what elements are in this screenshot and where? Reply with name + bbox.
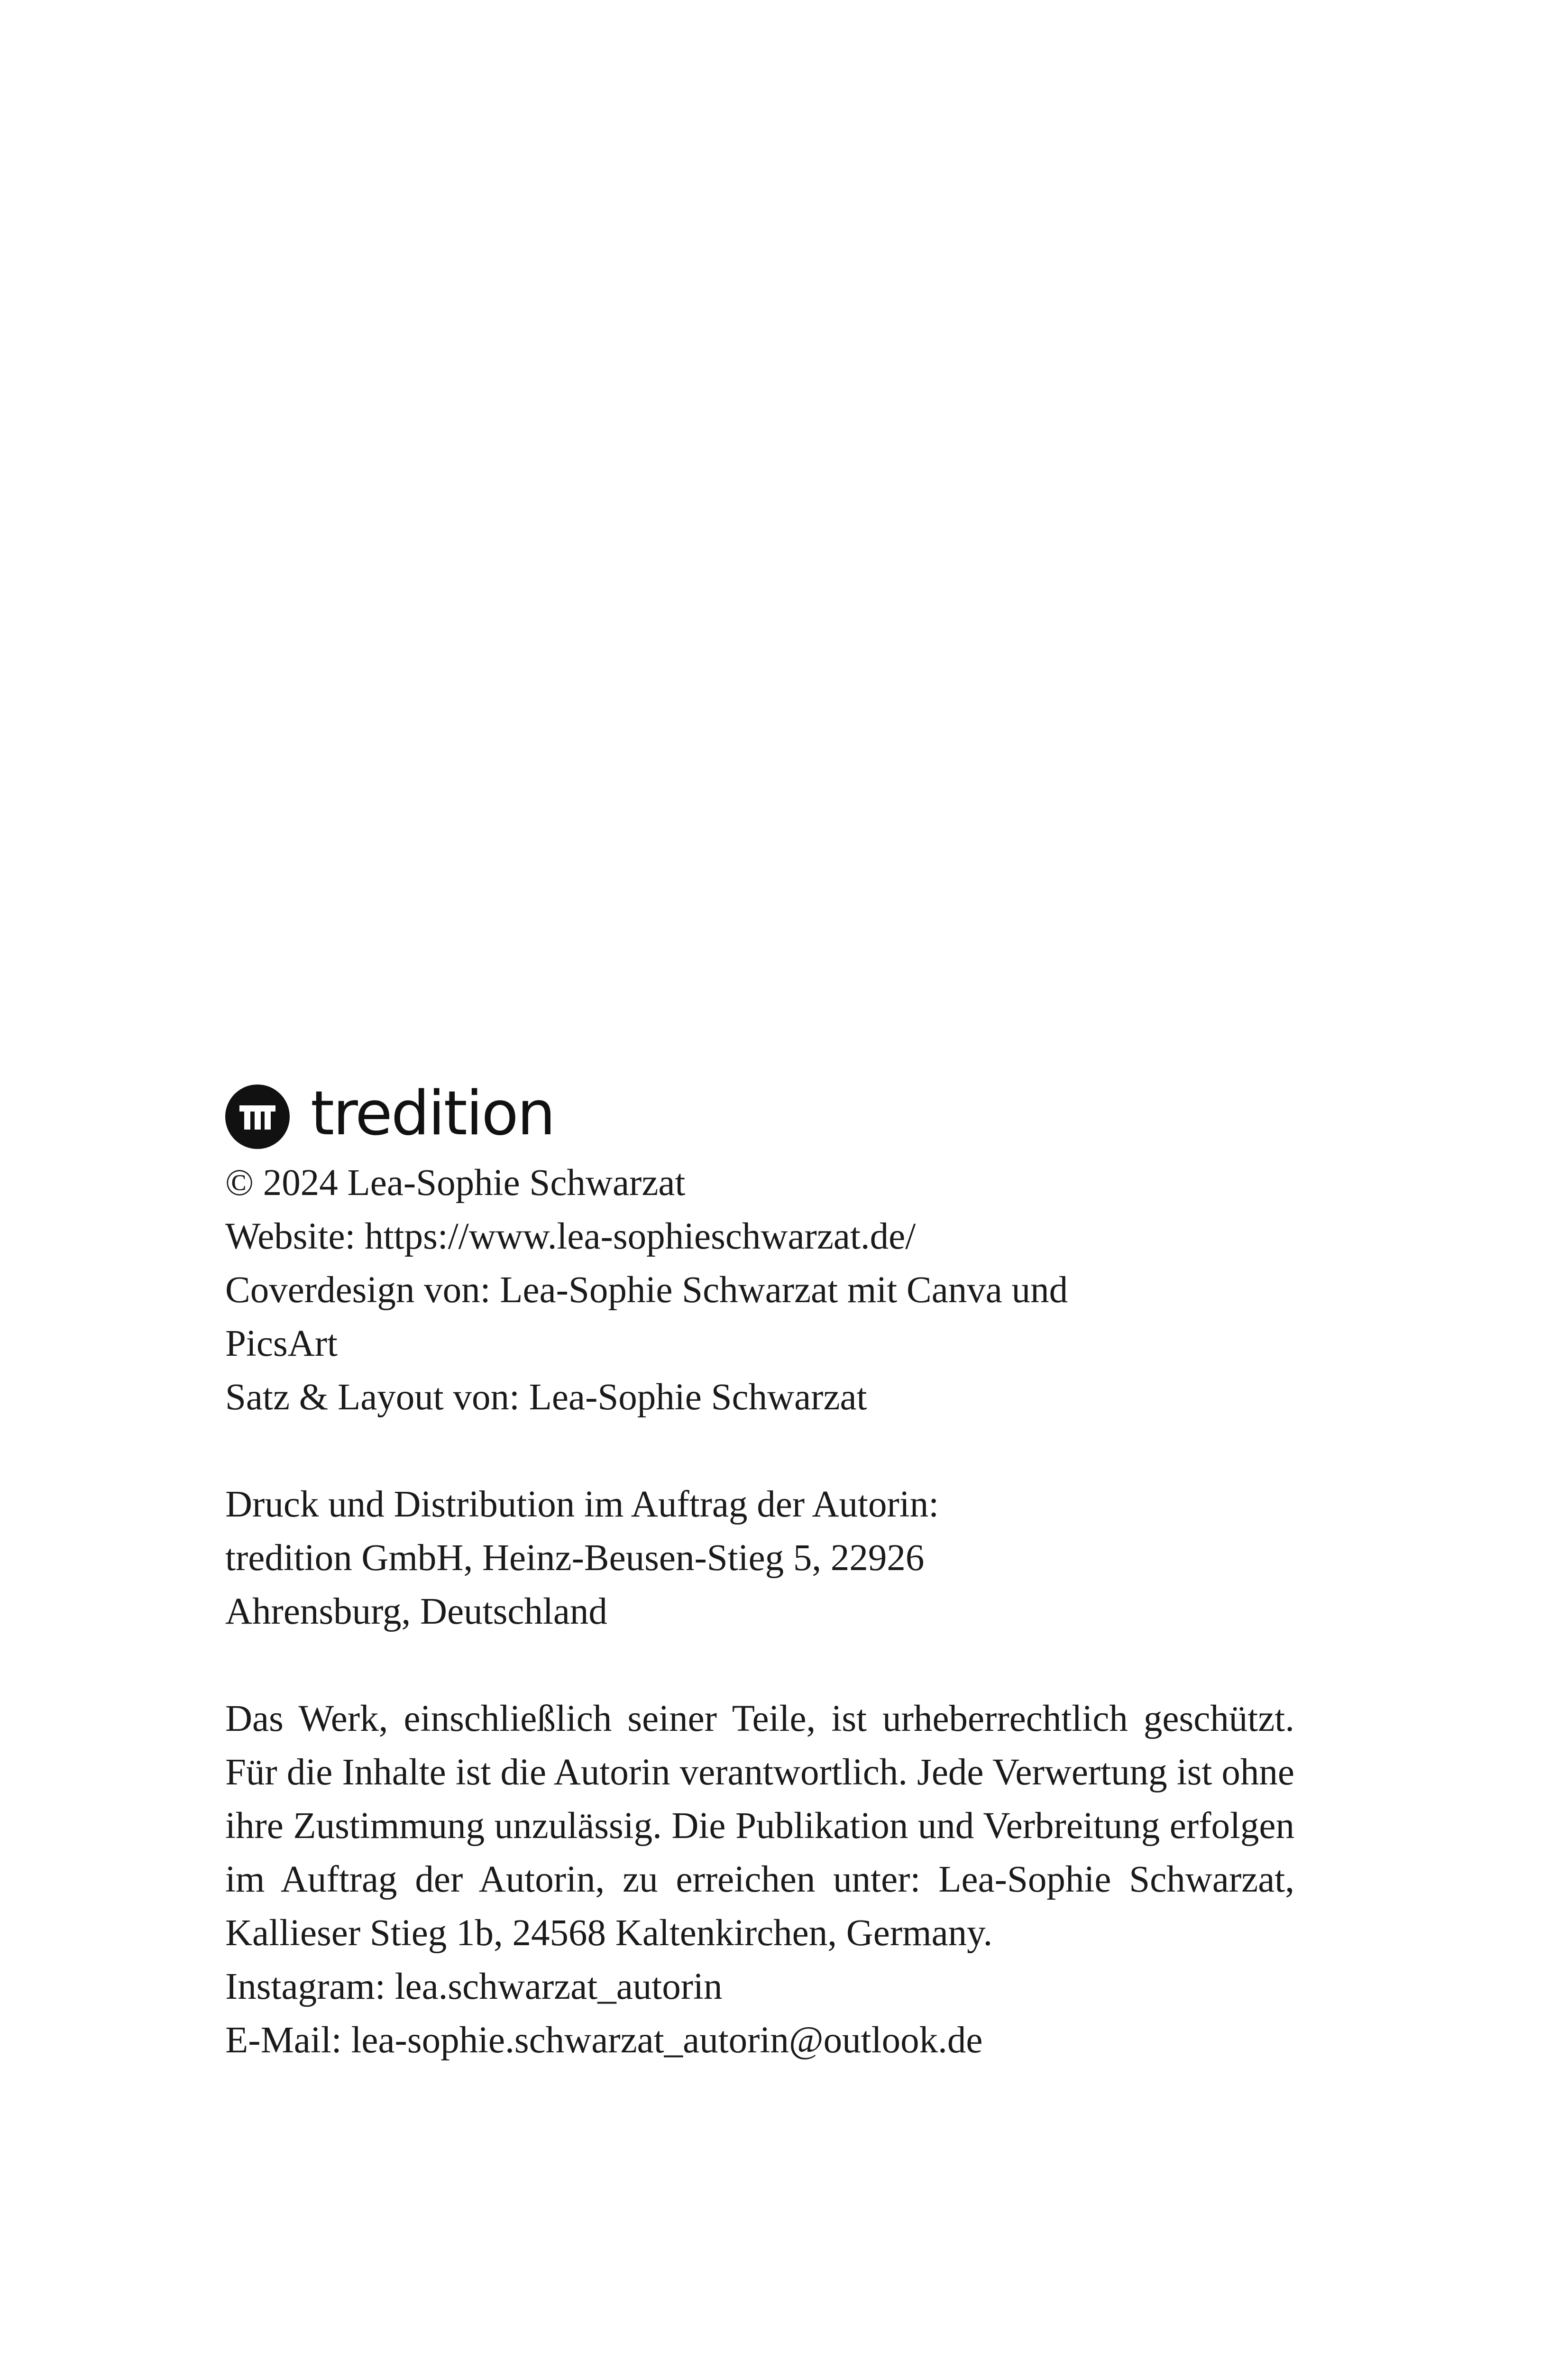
tredition-logo-icon <box>225 1084 290 1149</box>
distribution-line-1: Druck und Distribution im Auftrag der Autorin: <box>225 1484 939 1525</box>
website-line: Website: https://www.lea-sophieschwarzat.de/ <box>225 1216 916 1257</box>
layout-credit-line: Satz & Layout von: Lea-Sophie Schwarzat <box>225 1377 867 1418</box>
cover-design-line: Coverdesign von: Lea-Sophie Schwarzat mit Canva und <box>225 1269 1068 1311</box>
cover-design-line-continued: PicsArt <box>225 1323 338 1364</box>
email-line: E-Mail: lea-sophie.schwarzat_autorin@outlook.de <box>225 2020 983 2061</box>
legal-notice <box>225 1692 1294 1960</box>
imprint-block <box>225 1078 1294 2067</box>
spacer <box>225 1638 1294 1692</box>
publisher-wordmark: tredition <box>311 1078 554 1149</box>
legal-paragraph: Das Werk, einschließlich seiner Teile, ist urheberrechtlich geschützt. Für die Inhalte ist die Autorin verantwortlich. Jede Verwertung ist ohne ihre Zustimmung unzulässig. Die Publikation und Verbreitung erfolgen im Auftrag der Autorin, zu erreichen unter: Lea-Sophie Schwarzat, Kallieser Stieg 1b, 24568 Kaltenkirchen, Germany. <box>225 1698 1294 1954</box>
distribution-line-3: Ahrensburg, Deutschland <box>225 1591 607 1632</box>
instagram-line: Instagram: lea.schwarzat_autorin <box>225 1966 723 2007</box>
publisher-logo <box>225 1078 1294 1152</box>
spacer <box>225 1424 1294 1478</box>
distribution-line-2: tredition GmbH, Heinz-Beusen-Stieg 5, 22926 <box>225 1537 925 1579</box>
copyright-line: © 2024 Lea-Sophie Schwarzat <box>225 1162 686 1204</box>
